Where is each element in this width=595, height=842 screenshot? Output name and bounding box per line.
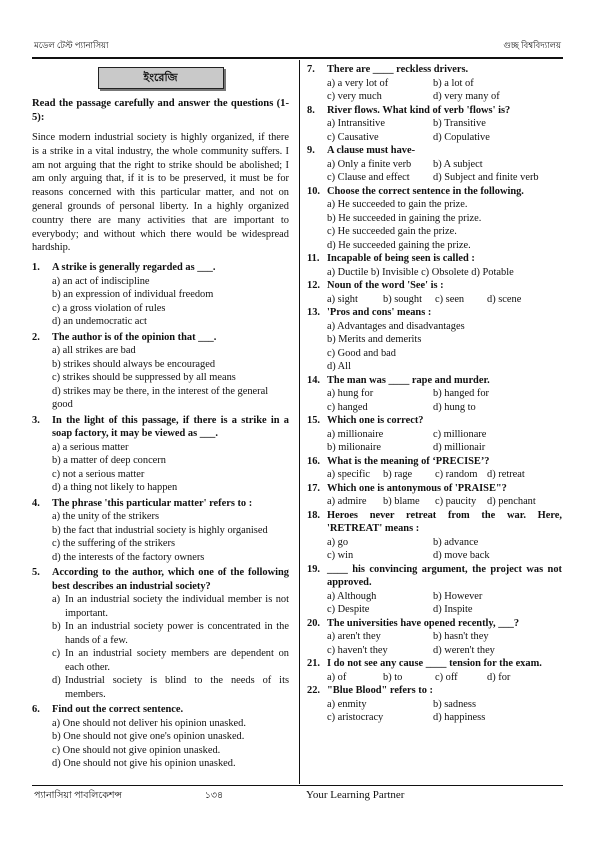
question-text: River flows. What kind of verb 'flows' is? xyxy=(327,104,511,116)
answer-option: a) Intransitive xyxy=(327,118,385,129)
answer-option: c) Causative xyxy=(327,131,379,143)
question-stem xyxy=(32,261,289,275)
question-stem xyxy=(307,684,562,698)
question-stem xyxy=(307,63,562,77)
answer-option: a) an act of indiscipline xyxy=(52,275,150,287)
question-item xyxy=(307,104,562,145)
question-number: 6. xyxy=(32,704,40,716)
question-text: Which one is antonymous of 'PRAISE"? xyxy=(327,482,507,494)
answer-option: a) all strikes are bad xyxy=(52,345,136,357)
question-text: Noun of the word 'See' is : xyxy=(327,280,444,291)
answer-option: d) happiness xyxy=(433,712,486,723)
answer-options xyxy=(307,590,562,617)
answer-option: a) a serious matter xyxy=(52,441,129,453)
question-number: 2. xyxy=(32,331,40,343)
question-number: 16. xyxy=(307,455,320,467)
question-number: 18. xyxy=(307,509,320,521)
question-item xyxy=(307,306,562,374)
answer-option: b) blame xyxy=(383,496,420,507)
question-text: There are ____ reckless drivers. xyxy=(327,64,469,75)
right-column xyxy=(307,63,562,725)
question-stem xyxy=(307,657,562,671)
question-text: Find out the correct sentence. xyxy=(52,704,184,716)
answer-options xyxy=(307,387,562,414)
question-stem xyxy=(307,455,562,469)
question-item xyxy=(32,261,289,329)
question-text: A strike is generally regarded as ___. xyxy=(52,262,216,274)
answer-option: a) of xyxy=(327,671,347,683)
question-item xyxy=(32,331,289,412)
answer-option: d) penchant xyxy=(487,496,536,507)
question-text: I do not see any cause ____ tension for the exam. xyxy=(327,658,542,669)
option-letter: b) xyxy=(52,621,61,633)
question-stem xyxy=(32,331,289,345)
answer-option: a) a very lot of xyxy=(327,77,389,89)
question-item xyxy=(307,455,562,482)
question-number: 19. xyxy=(307,563,320,575)
answer-option: c) random xyxy=(435,469,478,480)
answer-option: c) Good and bad xyxy=(327,347,396,359)
question-number: 10. xyxy=(307,185,320,197)
question-stem xyxy=(307,482,562,496)
question-text: Choose the correct sentence in the following. xyxy=(327,185,524,197)
answer-option: b) A subject xyxy=(433,158,483,170)
question-stem xyxy=(307,563,562,590)
answer-option: a) hung for xyxy=(327,388,374,399)
answer-option: a) One should not deliver his opinion unasked. xyxy=(52,717,246,729)
page-number: ১৩৪ xyxy=(204,791,224,801)
question-item xyxy=(32,566,289,701)
question-number: 9. xyxy=(307,145,315,156)
question-text: Heroes never retreat from the war. Here, 'RETREAT' means : xyxy=(327,509,562,534)
answer-option: a) sight xyxy=(327,293,358,305)
answer-option: d) the interests of the factory owners xyxy=(52,551,205,563)
header-right: গুচ্ছ বিশ্ববিদ্যালয় xyxy=(503,40,561,50)
answer-option xyxy=(32,593,289,620)
answer-option: a) the unity of the strikers xyxy=(52,511,160,523)
question-stem xyxy=(307,144,562,158)
question-text: In the light of this passage, if there is a strike in a soap factory, it may be viewed as ___. xyxy=(52,414,289,440)
answer-option: c) very much xyxy=(327,91,382,102)
question-number: 20. xyxy=(307,617,320,629)
answer-options xyxy=(307,293,562,307)
question-text: ____ his convincing argument, the project was not approved. xyxy=(327,563,562,588)
question-item xyxy=(307,374,562,415)
answer-options xyxy=(307,495,562,509)
answer-option: c) not a serious matter xyxy=(52,468,145,480)
answer-option: c) the suffering of the strikers xyxy=(52,538,176,550)
answer-option: a) Only a finite verb xyxy=(327,158,412,170)
answer-option: b) One should not give one's opinion unasked. xyxy=(52,731,245,743)
answer-option: b) However xyxy=(433,590,483,602)
option-text: In an industrial society power is concentrated in the hands of a few. xyxy=(65,621,289,646)
answer-option: a) millionaire xyxy=(327,428,384,440)
answer-option: b) sadness xyxy=(433,698,476,710)
question-item xyxy=(307,617,562,658)
question-item xyxy=(307,414,562,455)
question-text: The author is of the opinion that ___. xyxy=(52,331,217,343)
answer-option: b) rage xyxy=(383,469,413,480)
answer-option: a) He succeeded to gain the prize. xyxy=(327,199,468,210)
question-number: 5. xyxy=(32,567,40,579)
answer-option: c) hanged xyxy=(327,401,368,413)
answer-option: a) enmity xyxy=(327,698,367,710)
answer-option: d) millionair xyxy=(433,442,486,453)
answer-option: b) Transitive xyxy=(433,118,486,129)
answer-option: d) All xyxy=(327,361,351,372)
question-number: 7. xyxy=(307,64,315,75)
answer-option: d) for xyxy=(487,671,511,683)
answer-option: d) an undemocratic act xyxy=(52,316,147,328)
answer-option: b) an expression of individual freedom xyxy=(52,289,214,301)
question-number: 3. xyxy=(32,414,40,426)
question-number: 1. xyxy=(32,262,40,274)
question-number: 21. xyxy=(307,658,320,669)
question-text: Incapable of being seen is called : xyxy=(327,253,475,264)
answer-option: b) a matter of deep concern xyxy=(52,455,166,467)
answer-option: c) haven't they xyxy=(327,644,388,656)
option-letter: a) xyxy=(52,594,61,606)
question-text: What is the meaning of ‘PRECISE’? xyxy=(327,455,490,467)
question-number: 8. xyxy=(307,104,315,116)
question-item xyxy=(307,509,562,563)
question-stem xyxy=(307,185,562,199)
question-number: 4. xyxy=(32,497,40,509)
answer-option: c) off xyxy=(435,671,458,683)
answer-options xyxy=(307,630,562,657)
footer-tagline: Your Learning Partner xyxy=(306,789,405,801)
answer-option: c) millionare xyxy=(433,428,487,440)
question-item xyxy=(307,144,562,185)
answer-option: b) hanged for xyxy=(433,388,489,399)
question-stem xyxy=(307,617,562,631)
left-question-list xyxy=(32,261,289,771)
passage-instruction: Read the passage carefully and answer the questions (1-5): xyxy=(32,98,289,123)
answer-option: c) paucity xyxy=(435,496,477,507)
question-item xyxy=(32,414,289,495)
question-stem xyxy=(307,509,562,536)
question-item xyxy=(32,703,289,771)
answer-option: c) win xyxy=(327,550,354,561)
question-text: The man was ____ rape and murder. xyxy=(327,374,490,386)
option-letter: d) xyxy=(52,675,61,687)
page-footer xyxy=(34,789,561,804)
answer-option: c) aristocracy xyxy=(327,712,384,723)
page-header xyxy=(34,41,561,53)
answer-option: d) move back xyxy=(433,550,490,561)
answer-option: a) specific xyxy=(327,469,370,480)
question-stem xyxy=(307,252,562,266)
footer-rule xyxy=(32,785,563,786)
answer-option: d) hung to xyxy=(433,401,476,413)
question-number: 22. xyxy=(307,685,320,696)
answer-option: b) hasn't they xyxy=(433,631,489,642)
answer-option: a) admire xyxy=(327,496,367,507)
question-stem xyxy=(307,104,562,118)
answer-options xyxy=(307,428,562,455)
option-text: Industrial society is blind to the needs of its members. xyxy=(65,675,289,700)
question-stem xyxy=(307,279,562,293)
question-stem xyxy=(307,374,562,388)
answer-option: d) strikes may be there, in the interest of the general good xyxy=(52,385,269,411)
question-stem xyxy=(32,703,289,717)
answer-option: c) strikes should be suppressed by all means xyxy=(52,372,236,384)
option-letter: c) xyxy=(52,648,61,660)
answer-option: c) Despite xyxy=(327,604,370,615)
question-stem xyxy=(307,414,562,428)
header-rule xyxy=(32,57,563,59)
answer-option xyxy=(32,674,289,701)
answer-option: c) He succeeded gain the prize. xyxy=(327,226,457,237)
answer-option: c) a gross violation of rules xyxy=(52,302,166,314)
answer-option: a) Advantages and disadvantages xyxy=(327,320,465,332)
answer-option: d) weren't they xyxy=(433,644,495,656)
question-number: 11. xyxy=(307,253,320,264)
question-text: The phrase 'this particular matter' refers to : xyxy=(52,497,253,509)
question-number: 17. xyxy=(307,482,320,494)
footer-publisher: প্যানাসিয়া পাবলিকেশন্স xyxy=(34,791,122,801)
answer-option: d) He succeeded gaining the prize. xyxy=(327,239,471,251)
answer-option xyxy=(32,620,289,647)
answer-option: b) Merits and demerits xyxy=(327,334,422,345)
answer-option: c) One should not give opinion unasked. xyxy=(52,744,221,756)
question-item xyxy=(307,63,562,104)
question-text: Which one is correct? xyxy=(327,415,424,426)
answer-options xyxy=(307,117,562,144)
question-text: According to the author, which one of the following best describes an industrial society? xyxy=(52,567,289,592)
question-item xyxy=(307,657,562,684)
answer-options xyxy=(307,468,562,482)
question-item xyxy=(307,279,562,306)
answer-option: d) very many of xyxy=(433,91,500,102)
question-text: The universities have opened recently, ___? xyxy=(327,617,520,629)
question-item xyxy=(307,684,562,725)
subject-title: ইংরেজি xyxy=(98,67,224,89)
answer-option xyxy=(32,647,289,674)
question-stem xyxy=(32,414,289,441)
answer-option: b) a lot of xyxy=(433,77,474,89)
column-divider xyxy=(299,60,300,784)
question-number: 12. xyxy=(307,280,320,291)
answer-option: b) sought xyxy=(383,293,422,305)
answer-options-row: a) Ductile b) Invisible c) Obsolete d) Potable xyxy=(327,266,514,278)
answer-option: a) aren't they xyxy=(327,631,381,642)
right-question-list xyxy=(307,63,562,725)
answer-option: b) the fact that industrial society is highly organised xyxy=(52,524,268,536)
answer-option: a) Although xyxy=(327,590,377,602)
answer-option: d) retreat xyxy=(487,469,525,480)
answer-options xyxy=(307,77,562,104)
left-column xyxy=(32,63,289,773)
question-stem xyxy=(32,566,289,593)
question-number: 13. xyxy=(307,307,320,318)
question-item xyxy=(32,497,289,565)
question-text: A clause must have- xyxy=(327,145,416,156)
option-text: In an industrial society the individual member is not important. xyxy=(65,594,289,619)
answer-option: c) Clause and effect xyxy=(327,172,410,183)
answer-option: d) Subject and finite verb xyxy=(433,172,539,183)
answer-option: d) a thing not likely to happen xyxy=(52,482,178,494)
answer-option: a) go xyxy=(327,536,349,548)
answer-option: d) scene xyxy=(487,293,522,305)
question-item xyxy=(307,482,562,509)
question-number: 14. xyxy=(307,374,320,386)
answer-option: b) advance xyxy=(433,536,479,548)
answer-option: b) strikes should always be encouraged xyxy=(52,358,216,370)
question-item xyxy=(307,185,562,253)
answer-option: b) to xyxy=(383,671,403,683)
answer-option: d) Copulative xyxy=(433,131,490,143)
answer-options xyxy=(307,698,562,725)
question-number: 15. xyxy=(307,415,320,426)
question-text: "Blue Blood" refers to : xyxy=(327,685,434,696)
answer-options xyxy=(307,536,562,563)
question-text: 'Pros and cons' means : xyxy=(327,307,432,318)
question-stem xyxy=(32,497,289,511)
question-item xyxy=(307,563,562,617)
answer-options xyxy=(307,158,562,185)
header-left: মডেল টেস্ট প্যানাসিয়া xyxy=(34,40,109,50)
answer-option: d) One should not give his opinion unasked. xyxy=(52,758,236,770)
question-item xyxy=(307,252,562,279)
answer-option: b) milionaire xyxy=(327,442,381,453)
reading-passage: Since modern industrial society is highly organized, if there is a strike in a vital industry, the whole community suffers. I am not arguing that the right to strike should be abolished; I am only arguing that, if it is to be preserved, it must be for reasons concerned with this particular matter, and not on general grounds of personal liberty. In a highly organized country there are many activities that are important to everybody; and without which there would be widespread hardship. xyxy=(32,132,289,254)
answer-option: d) Inspite xyxy=(433,604,473,615)
answer-option: b) He succeeded in gaining the prize. xyxy=(327,212,482,224)
option-text: In an industrial society members are dependent on each other. xyxy=(65,648,289,673)
answer-option: c) seen xyxy=(435,293,465,305)
question-stem xyxy=(307,306,562,320)
answer-options xyxy=(307,671,562,685)
